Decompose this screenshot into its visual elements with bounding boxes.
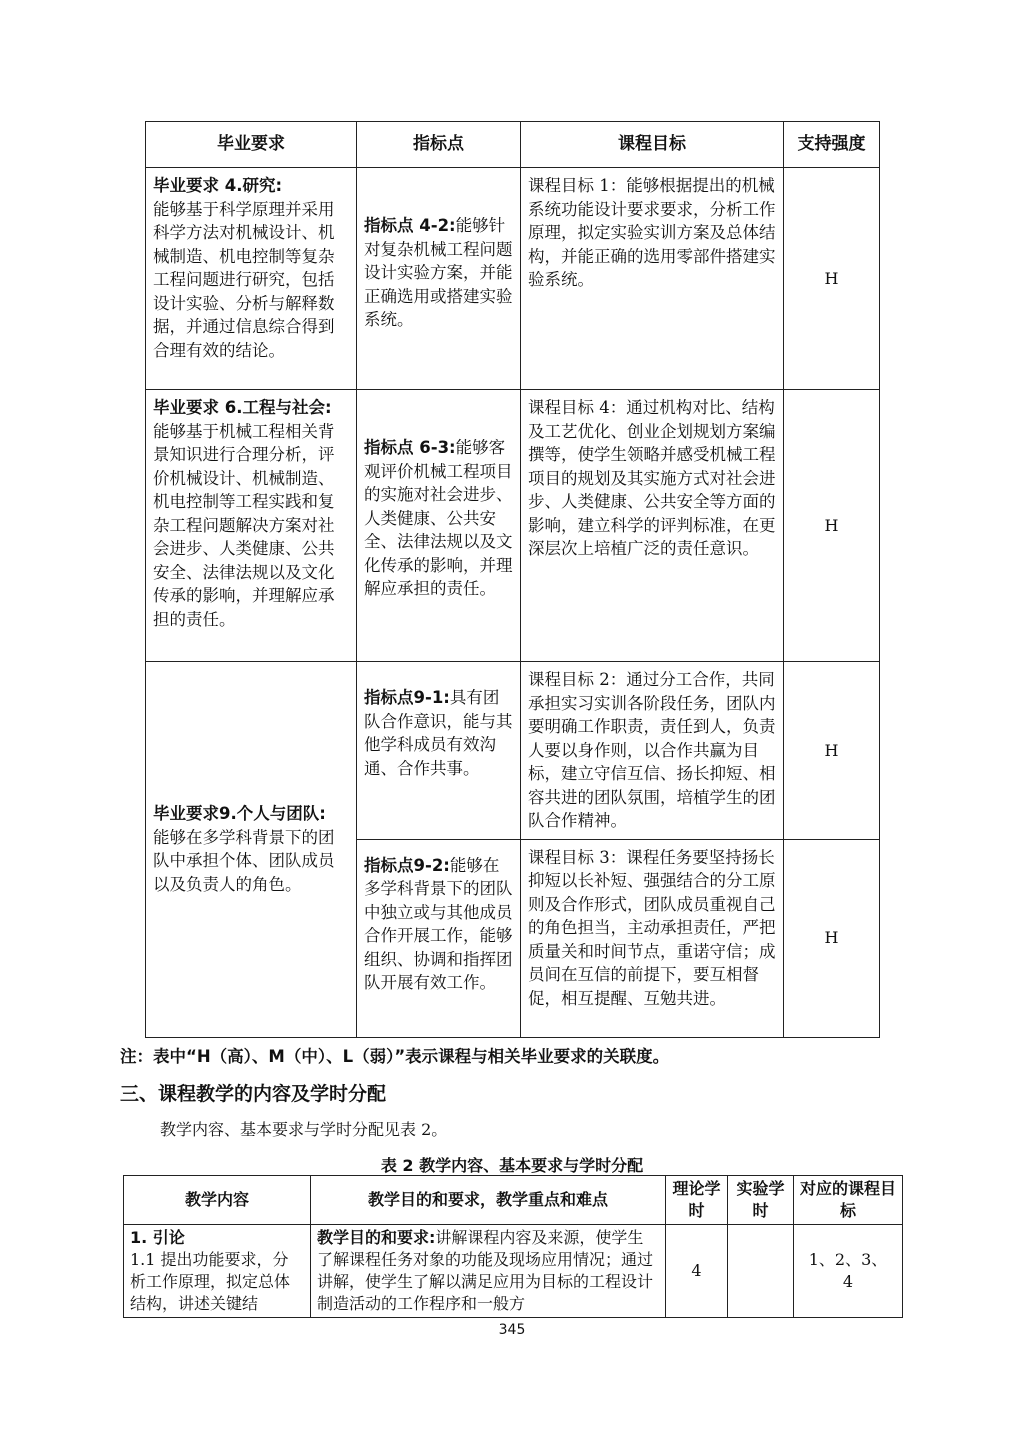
course-goal-cell: 课程目标 3：课程任务要坚持扬长抑短以长补短、强强结合的分工原则及合作形式，团队成员重视自己的角色担当，主动承担责任，严把质量关和时间节点，重诺守信；成员间在互信的前提下，要互相督促，相互提醒、互勉共进。 [521,839,784,1037]
requirement-title: 毕业要求 4.研究: [153,176,283,195]
body-paragraph: 教学内容、基本要求与学时分配见表 2。 [160,1120,448,1139]
header-requirement: 毕业要求 [146,122,357,168]
aims-label: 教学目的和要求: [317,1228,436,1247]
table-header-row [146,122,880,168]
aims-body: 讲解课程内容及来源，使学生了解课程任务对象的功能及现场应用情况；通过讲解，使学生了解以满足应用为目标的工程设计制造活动的工作程序和一般方 [317,1228,654,1313]
header-theory-hours: 理论学时 [666,1176,728,1225]
requirement-title: 毕业要求9.个人与团队: [153,804,326,824]
support-strength-cell: H [784,390,880,662]
support-strength-cell: H [784,839,880,1037]
header-course-goal: 课程目标 [521,122,784,168]
header-course-goals: 对应的课程目标 [794,1176,903,1225]
requirement-cell [146,168,357,390]
header-aims: 教学目的和要求，教学重点和难点 [311,1176,666,1225]
content-title: 1. 引论 [130,1228,185,1247]
requirement-body: 能够基于科学原理并采用科学方法对机械设计、机械制造、机电控制等复杂工程问题进行研究，包括设计实验、分析与解释数据，并通过信息综合得到合理有效的结论。 [153,199,335,360]
lab-hours-cell [728,1225,794,1318]
content-cell [124,1225,311,1318]
support-strength-cell: H [784,662,880,840]
header-lab-hours: 实验学时 [728,1176,794,1225]
table-row [146,390,880,662]
course-goal-cell: 课程目标 4：通过机构对比、结构及工艺优化、创业企划规划方案编撰等，使学生领略并感受机械工程项目的规划及其实施方式对社会进步、人类健康、公共安全等方面的影响，建立科学的评判标准，在更深层次上培植广泛的责任意识。 [521,390,784,662]
requirement-cell [146,662,357,1038]
indicator-body: 能够客观评价机械工程项目的实施对社会进步、人类健康、公共安全、法律法规以及文化传承的影响，并理解应承担的责任。 [364,438,513,598]
indicator-body: 能够针对复杂机械工程问题设计实验方案，并能正确选用或搭建实验系统。 [364,216,513,329]
teaching-content-table [123,1175,903,1318]
indicator-title: 指标点 6-3: [364,438,456,457]
header-support-strength: 支持强度 [784,122,880,168]
table-row [146,662,880,840]
requirement-title: 毕业要求 6.工程与社会: [153,398,332,417]
requirement-cell [146,390,357,662]
indicator-title: 指标点 4-2: [364,216,456,235]
graduation-requirements-table [145,121,880,1038]
indicator-cell [357,839,521,1037]
requirement-body: 能够在多学科背景下的团队中承担个体、团队成员以及负责人的角色。 [153,827,335,894]
table-note: 注：表中“H（高）、M（中）、L（弱）”表示课程与相关毕业要求的关联度。 [120,1047,670,1066]
theory-hours-cell: 4 [666,1225,728,1318]
table-caption: 表 2 教学内容、基本要求与学时分配 [380,1156,644,1175]
indicator-cell [357,168,521,390]
indicator-cell [357,390,521,662]
header-indicator: 指标点 [357,122,521,168]
indicator-body: 能够在多学科背景下的团队中独立或与其他成员合作开展工作，能够组织、协调和指挥团队开展有效工作。 [364,855,513,992]
indicator-cell [357,662,521,840]
indicator-title: 指标点9-2: [364,855,450,875]
content-body: 1.1 提出功能要求，分析工作原理，拟定总体结构，讲述关键结 [130,1250,291,1313]
indicator-title: 指标点9-1: [364,688,450,707]
page-number: 345 [498,1322,526,1338]
support-strength-cell: H [784,168,880,390]
requirement-body: 能够基于机械工程相关背景知识进行合理分析，评价机械设计、机械制造、机电控制等工程实践和复杂工程问题解决方案对社会进步、人类健康、公共安全、法律法规以及文化传承的影响，并理解应承担的责任。 [153,421,335,629]
header-content: 教学内容 [124,1176,311,1225]
indicator-body: 具有团队合作意识，能与其他学科成员有效沟通、合作共事。 [364,688,513,778]
course-goal-cell: 课程目标 1：能够根据提出的机械系统功能设计要求要求，分析工作原理，拟定实验实训方案及总体结构，并能正确的选用零部件搭建实验系统。 [521,168,784,390]
course-goal-cell: 课程目标 2：通过分工合作，共同承担实习实训各阶段任务，团队内要明确工作职责，责任到人，负责人要以身作则，以合作共赢为目标，建立守信互信、扬长抑短、相容共进的团队氛围，培植学生的团队合作精神。 [521,662,784,840]
table-row [124,1225,903,1318]
aims-cell [311,1225,666,1318]
course-goals-cell: 1、2、3、4 [794,1225,903,1318]
table-header-row [124,1176,903,1225]
table-row [146,168,880,390]
section-heading: 三、课程教学的内容及学时分配 [120,1083,387,1105]
